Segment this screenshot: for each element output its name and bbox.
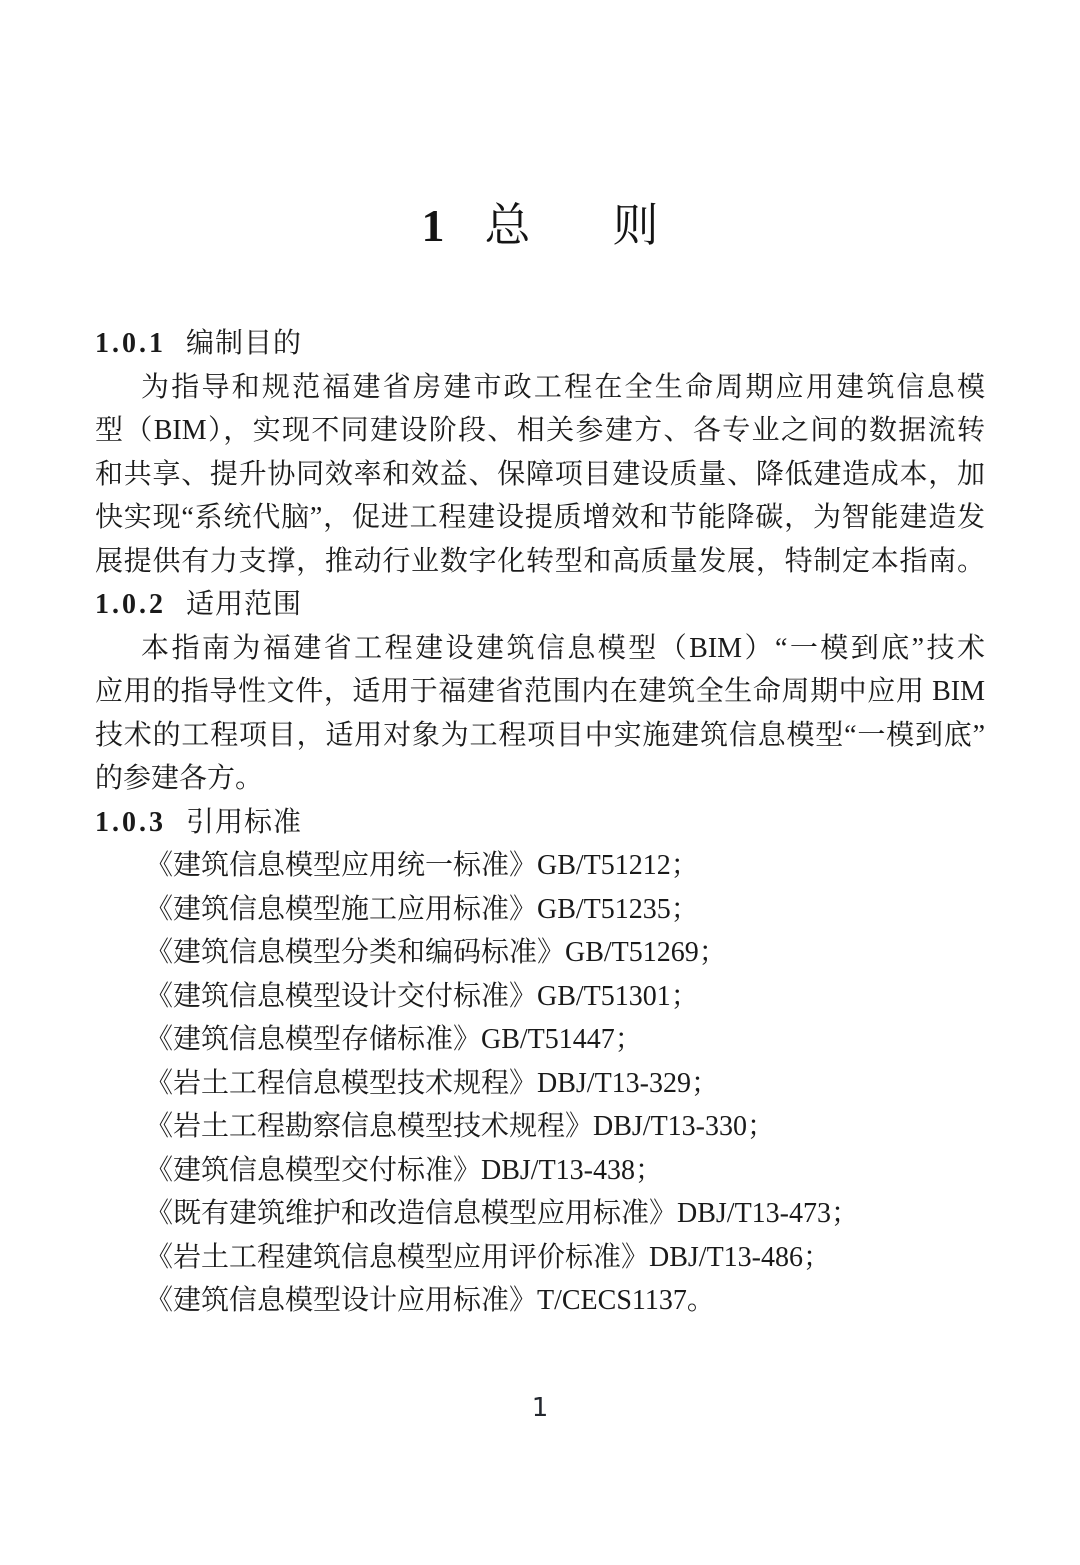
reference-item: 《建筑信息模型施工应用标准》GB/T51235； <box>145 893 699 925</box>
clause-number: 1.0.2 <box>95 589 166 620</box>
document-body <box>95 322 985 1323</box>
reference-item: 《建筑信息模型设计交付标准》GB/T51301； <box>145 980 699 1012</box>
paragraph-line: 和共享、提升协同效率和效益、保障项目建设质量、降低建造成本，加 <box>95 458 985 490</box>
chapter-number: 1 <box>421 200 445 251</box>
reference-item: 《建筑信息模型分类和编码标准》GB/T51269； <box>145 937 727 968</box>
paragraph-line: 的参建各方。 <box>95 763 264 794</box>
title-word-1: 总 <box>484 200 531 251</box>
page-number: 1 <box>531 1393 549 1423</box>
clause-heading <box>95 801 985 845</box>
reference-item: 《建筑信息模型存储标准》GB/T51447； <box>145 1024 643 1055</box>
reference-item: 《建筑信息模型设计应用标准》T/CECS1137。 <box>145 1285 715 1316</box>
reference-item: 《岩土工程信息模型技术规程》DBJ/T13-329； <box>145 1067 720 1099</box>
paragraph-line: 技术的工程项目，适用对象为工程项目中实施建筑信息模型“一模到底” <box>95 719 985 751</box>
paragraph-line: 型（BIM），实现不同建设阶段、相关参建方、各专业之间的数据流转 <box>95 415 985 446</box>
clause-heading <box>95 322 985 366</box>
paragraph-line: 为指导和规范福建省房建市政工程在全生命周期应用建筑信息模 <box>141 371 985 403</box>
title-word-2: 则 <box>612 200 659 251</box>
reference-item: 《岩土工程勘察信息模型技术规程》DBJ/T13-330； <box>145 1111 776 1142</box>
paragraph-line: 快实现“系统代脑”，促进工程建设提质增效和节能降碳，为智能建造发 <box>95 502 985 533</box>
reference-item: 《建筑信息模型应用统一标准》GB/T51212； <box>145 850 699 881</box>
reference-item: 《建筑信息模型交付标准》DBJ/T13-438； <box>145 1154 664 1186</box>
paragraph-line: 展提供有力支撑，推动行业数字化转型和高质量发展，特制定本指南。 <box>95 545 985 577</box>
clause-title: 引用标准 <box>186 806 303 838</box>
clause-heading <box>95 583 985 627</box>
reference-item: 《岩土工程建筑信息模型应用评价标准》DBJ/T13-486； <box>145 1241 832 1273</box>
clause-number: 1.0.3 <box>95 806 166 838</box>
reference-item: 《既有建筑维护和改造信息模型应用标准》DBJ/T13-473； <box>145 1198 860 1229</box>
clause-title: 适用范围 <box>186 589 303 620</box>
clause-title: 编制目的 <box>186 328 303 359</box>
paragraph-line: 本指南为福建省工程建设建筑信息模型（BIM）“一模到底”技术 <box>141 632 985 664</box>
clause-number: 1.0.1 <box>95 328 166 359</box>
paragraph-line: 应用的指导性文件，适用于福建省范围内在建筑全生命周期中应用 BIM <box>95 676 985 707</box>
page-title <box>0 196 1080 256</box>
